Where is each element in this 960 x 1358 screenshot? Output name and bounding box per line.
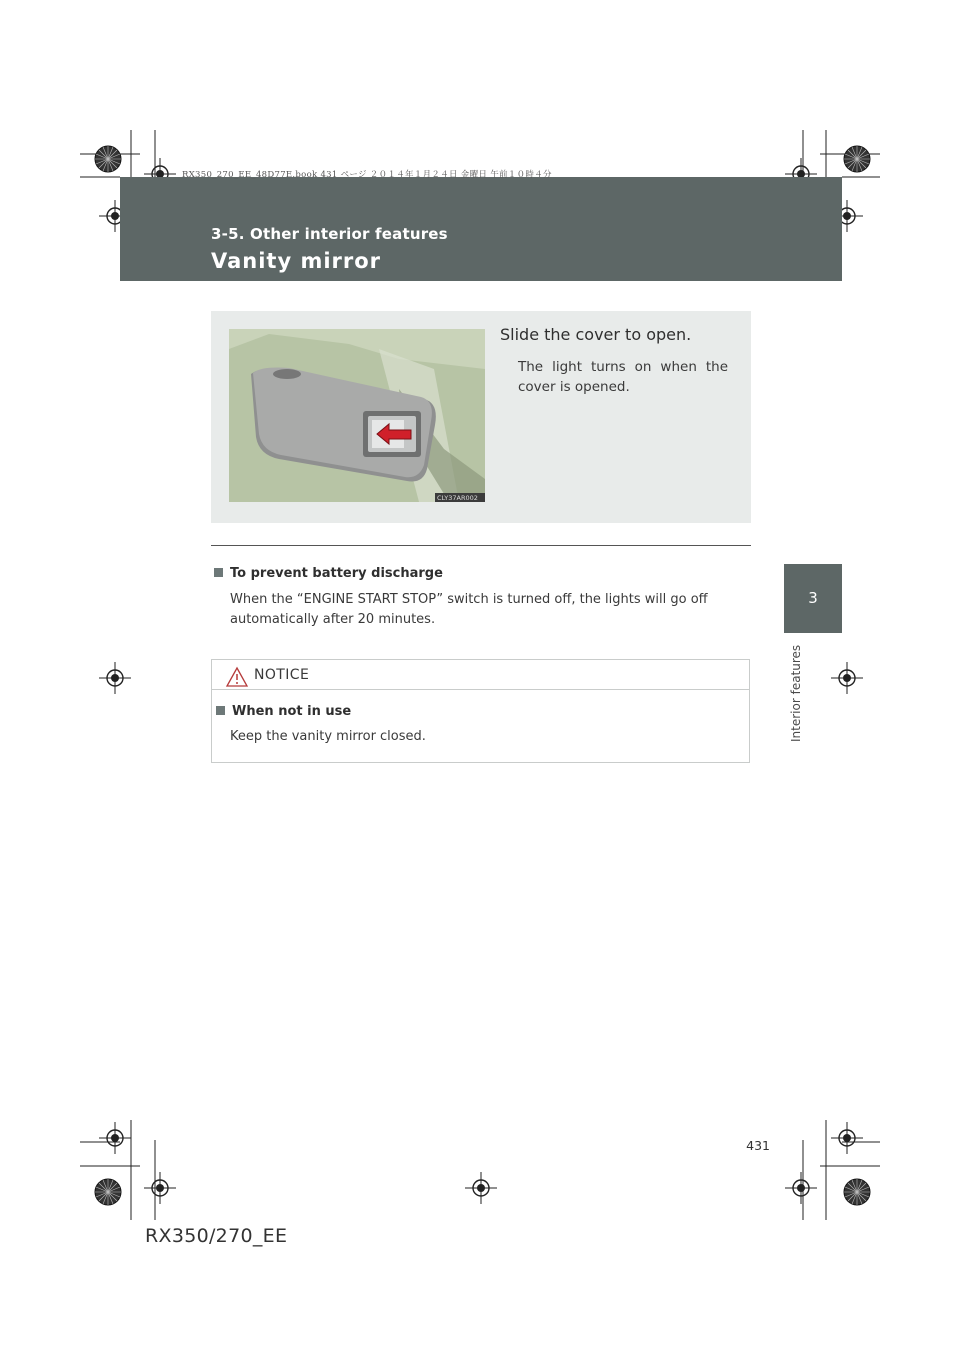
notice-heading-text: When not in use — [232, 704, 352, 719]
notice-separator — [212, 689, 749, 690]
illustration-code: CLY37AR002 — [437, 494, 478, 502]
chapter-tab: 3 — [784, 564, 842, 633]
model-code: RX350/270_EE — [145, 1225, 288, 1247]
page-number: 431 — [746, 1138, 770, 1153]
section-label: 3-5. Other interior features — [211, 225, 448, 243]
notice-heading — [216, 704, 351, 719]
chapter-label-text: Interior features — [789, 644, 803, 742]
step-note: The light turns on when the cover is opened. — [518, 359, 728, 395]
section-divider — [211, 545, 751, 546]
info-heading-text: To prevent battery discharge — [230, 566, 443, 581]
bullet-square-icon — [214, 568, 223, 577]
sun-visor-illustration — [229, 329, 485, 502]
book-info: RX350_270_EE_48D77E.book 431 ページ ２０１４年１月２４日 金曜日 午前１０時４分 — [182, 170, 552, 180]
bullet-square-icon — [216, 706, 225, 715]
info-body: When the “ENGINE START STOP” switch is turned off, the lights will go off automatically after 20 minutes. — [230, 592, 708, 627]
notice-body: Keep the vanity mirror closed. — [230, 729, 426, 744]
info-heading — [214, 566, 443, 581]
chapter-label — [787, 642, 807, 752]
page-title: Vanity mirror — [211, 249, 382, 273]
step-instruction: Slide the cover to open. — [500, 325, 692, 344]
warning-triangle-icon — [225, 666, 249, 688]
notice-title: NOTICE — [254, 667, 310, 683]
